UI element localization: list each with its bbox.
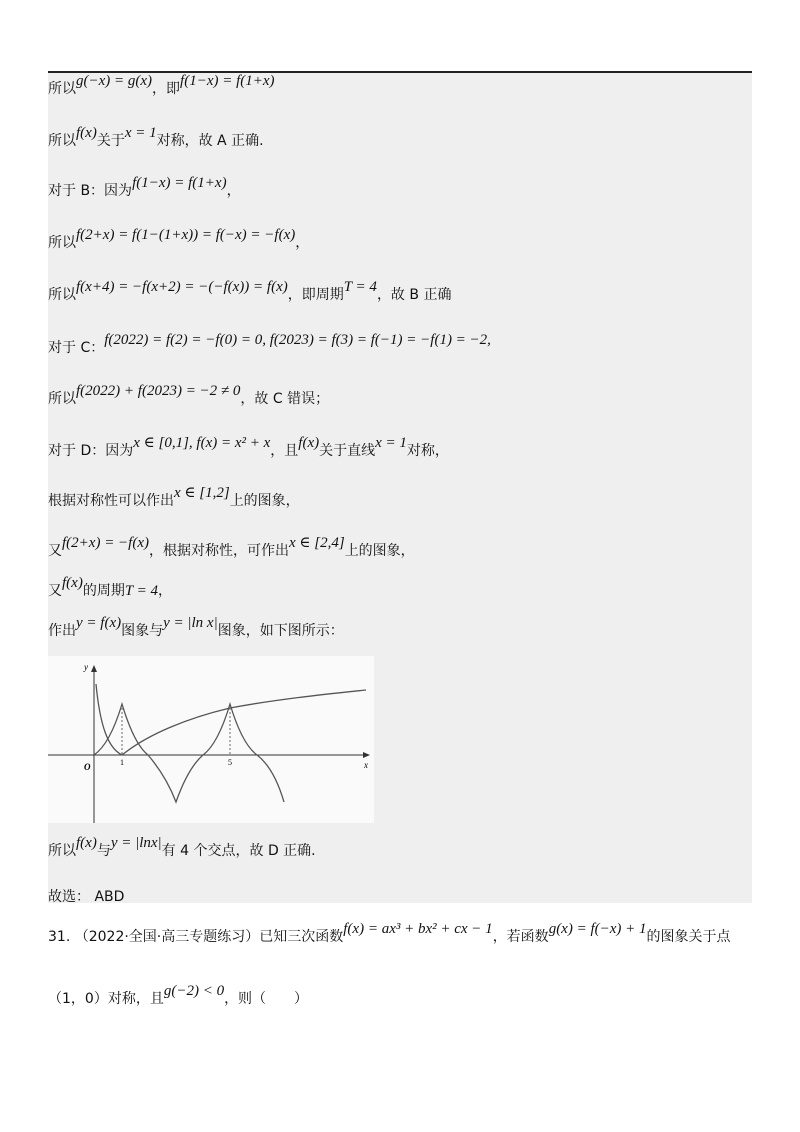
origin-label: O [84, 762, 91, 772]
text: 与 [96, 843, 111, 859]
text: ，故 C 错误； [240, 391, 330, 407]
text: 对于 B：因为 [48, 183, 133, 199]
solution-line [48, 125, 264, 150]
x-axis-label: x [364, 760, 368, 770]
solution-line [48, 227, 310, 252]
text: 所以 [48, 133, 76, 149]
text: 对称， [406, 443, 449, 459]
formula: x ∈ [2,4] [289, 535, 345, 551]
text: 上的图象， [344, 543, 415, 559]
solution-line [48, 279, 452, 304]
text: ，根据对称性，可作出 [149, 543, 289, 559]
text: 对称，故 A 正确. [156, 133, 264, 149]
solution-line [48, 435, 449, 460]
text: ，即周期 [287, 287, 344, 303]
text: 又 [48, 543, 62, 559]
question-line-1 [48, 921, 731, 946]
text: 所以 [48, 235, 76, 251]
text: 图象与 [121, 623, 164, 639]
graph-svg [48, 656, 374, 823]
solution-line [48, 615, 344, 640]
text: 有 4 个交点，故 D 正确. [161, 843, 316, 859]
solution-line [48, 575, 173, 600]
formula: f(x) = ax³ + bx² + cx − 1 [343, 921, 493, 937]
formula: f(x) [298, 435, 320, 451]
formula: x = 1 [124, 125, 157, 141]
solution-line [48, 485, 300, 510]
formula: g(−x) = g(x) [76, 73, 153, 89]
answer-line: 故选： ABD [48, 889, 125, 905]
curve-f [94, 704, 284, 802]
solution-line [48, 73, 275, 98]
text: 所以 [48, 81, 76, 97]
question-text: 的图象关于点 [646, 929, 731, 945]
y-axis-label: y [84, 662, 88, 672]
formula: f(1−x) = f(1+x) [132, 175, 227, 191]
text: 所以 [48, 287, 76, 303]
text: 关于 [96, 133, 125, 149]
formula: f(x) [76, 125, 97, 141]
formula: f(2022) = f(2) = −f(0) = 0, f(2023) = f(3) = f(−1) = −f(1) = −2, [104, 332, 491, 348]
formula: f(1−x) = f(1+x) [180, 73, 275, 89]
question-number: 31. [48, 929, 71, 945]
curve-abs-ln [96, 684, 366, 755]
formula: g(x) = f(−x) + 1 [548, 921, 647, 937]
question-text: （2022·全国·高三专题练习）已知三次函数 [74, 929, 344, 945]
formula: y = |ln x| [163, 615, 218, 631]
text: 对于 D：因为 [48, 443, 134, 459]
formula: f(2022) + f(2023) = −2 ≠ 0 [76, 383, 241, 399]
formula: x = 1 [375, 435, 407, 451]
text: 上的图象， [229, 493, 300, 509]
formula: f(x) [76, 835, 97, 851]
text: 所以 [48, 391, 76, 407]
conclusion-line [48, 835, 316, 860]
text: ，故 B 正确 [376, 287, 452, 303]
formula: g(−2) < 0 [163, 983, 225, 999]
tick-label-1: 1 [120, 758, 124, 767]
text: ，且 [270, 443, 299, 459]
question-text: ，则（ ） [224, 991, 309, 1007]
solution-line [48, 535, 415, 560]
x-axis-arrow [363, 752, 370, 758]
solution-line [48, 175, 241, 200]
formula: x ∈ [0,1], f(x) = x² + x [133, 435, 271, 451]
text: ， [158, 583, 173, 599]
formula: f(2+x) = −f(x) [62, 535, 149, 551]
y-axis-arrow [91, 665, 97, 672]
tick-label-5: 5 [228, 758, 232, 767]
text: 所以 [48, 843, 76, 859]
text: 的周期 [82, 583, 125, 599]
question-line-2 [48, 983, 309, 1008]
text: 又 [48, 583, 62, 599]
text: 关于直线 [319, 443, 376, 459]
solution-line [48, 383, 330, 408]
formula: f(2+x) = f(1−(1+x)) = f(−x) = −f(x) [76, 227, 296, 243]
formula: T = 4 [124, 583, 159, 599]
solution-line [48, 332, 491, 357]
formula: x ∈ [1,2] [174, 485, 230, 501]
text: 作出 [48, 623, 76, 639]
formula: f(x) [62, 575, 83, 591]
text: ， [226, 183, 241, 199]
text: 对于 C： [48, 340, 105, 356]
text: 根据对称性可以作出 [48, 493, 174, 509]
question-text: （1，0）对称，且 [48, 991, 164, 1007]
formula: y = |lnx| [110, 835, 162, 851]
text: ，即 [152, 81, 181, 97]
formula: f(x+4) = −f(x+2) = −(−f(x)) = f(x) [76, 279, 288, 295]
formula: y = f(x) [76, 615, 122, 631]
text: 图象，如下图所示： [217, 623, 344, 639]
function-graph [48, 656, 374, 823]
question-text: ，若函数 [492, 929, 549, 945]
formula: T = 4 [343, 279, 377, 295]
text: ， [295, 235, 310, 251]
